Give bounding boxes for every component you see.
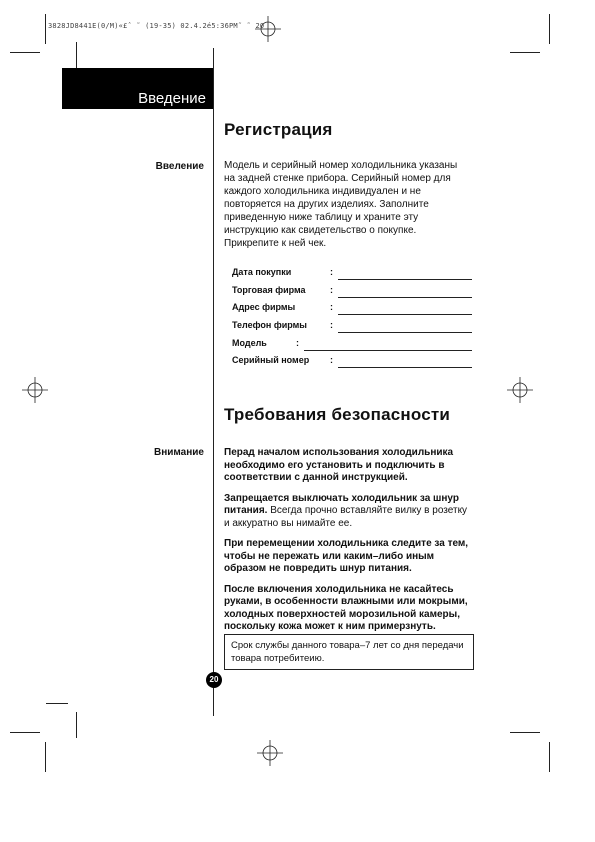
form-label: Телефон фирмы bbox=[232, 320, 307, 330]
registration-paragraph: Модель и серийный номер холодильника указаны на задней стенке прибора. Серийный номер для каждого холодильника индивидуален и не повторяется на других изделиях. Заполните приведенную ниже таблицу и храните эту инструкцию как свидетельство о покупке. Прикрепите к ней чек. bbox=[224, 160, 458, 249]
warning-text: При перемещении холодильника следите за тем, чтобы не пережать или каким–либо иным образом не повредить шнур питания. bbox=[224, 538, 469, 574]
form-field-line[interactable] bbox=[304, 350, 472, 351]
warning-text: После включения холодильника не касайтесь руками, в особенности влажными или мокрыми, холодных поверхностей морозильной камеры, поскольку кожа может к ним примерзнуть. bbox=[224, 583, 468, 632]
form-row-model bbox=[232, 338, 472, 352]
crop-mark bbox=[76, 42, 77, 68]
form-field-line[interactable] bbox=[338, 279, 472, 280]
form-row-firm-phone bbox=[232, 320, 472, 334]
safety-title: Требования безопасности bbox=[224, 405, 451, 424]
crop-mark bbox=[10, 732, 40, 733]
form-row-purchase-date bbox=[232, 267, 472, 281]
crop-mark bbox=[46, 703, 68, 704]
form-label: Торговая фирма bbox=[232, 285, 306, 295]
safety-warnings bbox=[224, 447, 474, 642]
warning-text-bold: Запрещается выключать холодильник за шнур питания. bbox=[224, 492, 459, 516]
crop-mark bbox=[510, 732, 540, 733]
warning-paragraph bbox=[224, 493, 474, 531]
form-colon: : bbox=[330, 320, 333, 330]
page-number-badge: 20 bbox=[206, 672, 222, 688]
warning-paragraph bbox=[224, 584, 474, 634]
registration-target-top bbox=[255, 16, 281, 42]
form-field-line[interactable] bbox=[338, 297, 472, 298]
crop-mark bbox=[510, 52, 540, 53]
form-colon: : bbox=[330, 267, 333, 277]
form-label: Адрес фирмы bbox=[232, 302, 296, 312]
form-row-firm-address bbox=[232, 302, 472, 316]
registration-side-label: Ввеление bbox=[155, 161, 204, 172]
safety-side-label: Внимание bbox=[154, 447, 204, 458]
form-label: Модель bbox=[232, 338, 267, 348]
form-label: Дата покупки bbox=[232, 267, 292, 277]
form-field-line[interactable] bbox=[338, 314, 472, 315]
service-life-note-text: Срок службы данного товара–7 лет со дня передачи товара потребитеию. bbox=[231, 640, 464, 664]
form-colon: : bbox=[330, 302, 333, 312]
crop-mark bbox=[549, 742, 550, 772]
form-field-line[interactable] bbox=[338, 367, 472, 368]
registration-title: Регистрация bbox=[224, 120, 333, 139]
form-row-serial-number bbox=[232, 355, 472, 369]
form-field-line[interactable] bbox=[338, 332, 472, 333]
form-label: Серийный номер bbox=[232, 355, 310, 365]
crop-mark bbox=[549, 14, 550, 44]
form-row-trade-firm bbox=[232, 285, 472, 299]
form-colon: : bbox=[296, 338, 299, 348]
registration-target-left bbox=[22, 377, 48, 403]
warning-text: Перад началом использования холодильника необходимо его установить и подключить в соответствии с данной инструкцией. bbox=[224, 447, 454, 483]
vertical-divider bbox=[213, 48, 214, 716]
print-header: 3828JD8441E(0/M)«£ˆ ˜ (19-35) 02.4.2é5:36PM˜ ˜ 20 bbox=[48, 22, 265, 30]
warning-paragraph bbox=[224, 447, 474, 485]
crop-mark bbox=[45, 14, 46, 44]
warning-text-normal: Всегда прочно вставляйте вилку в розетку и аккуратно вы нимайте ее. bbox=[224, 505, 468, 529]
crop-mark bbox=[10, 52, 40, 53]
form-colon: : bbox=[330, 355, 333, 365]
form-colon: : bbox=[330, 285, 333, 295]
service-life-note bbox=[224, 634, 474, 670]
registration-target-right bbox=[507, 377, 533, 403]
registration-target-bottom bbox=[257, 740, 283, 766]
section-tab bbox=[62, 68, 214, 109]
crop-mark bbox=[76, 712, 77, 738]
section-tab-label: Введение bbox=[138, 90, 206, 107]
crop-mark bbox=[45, 742, 46, 772]
warning-paragraph bbox=[224, 538, 474, 576]
